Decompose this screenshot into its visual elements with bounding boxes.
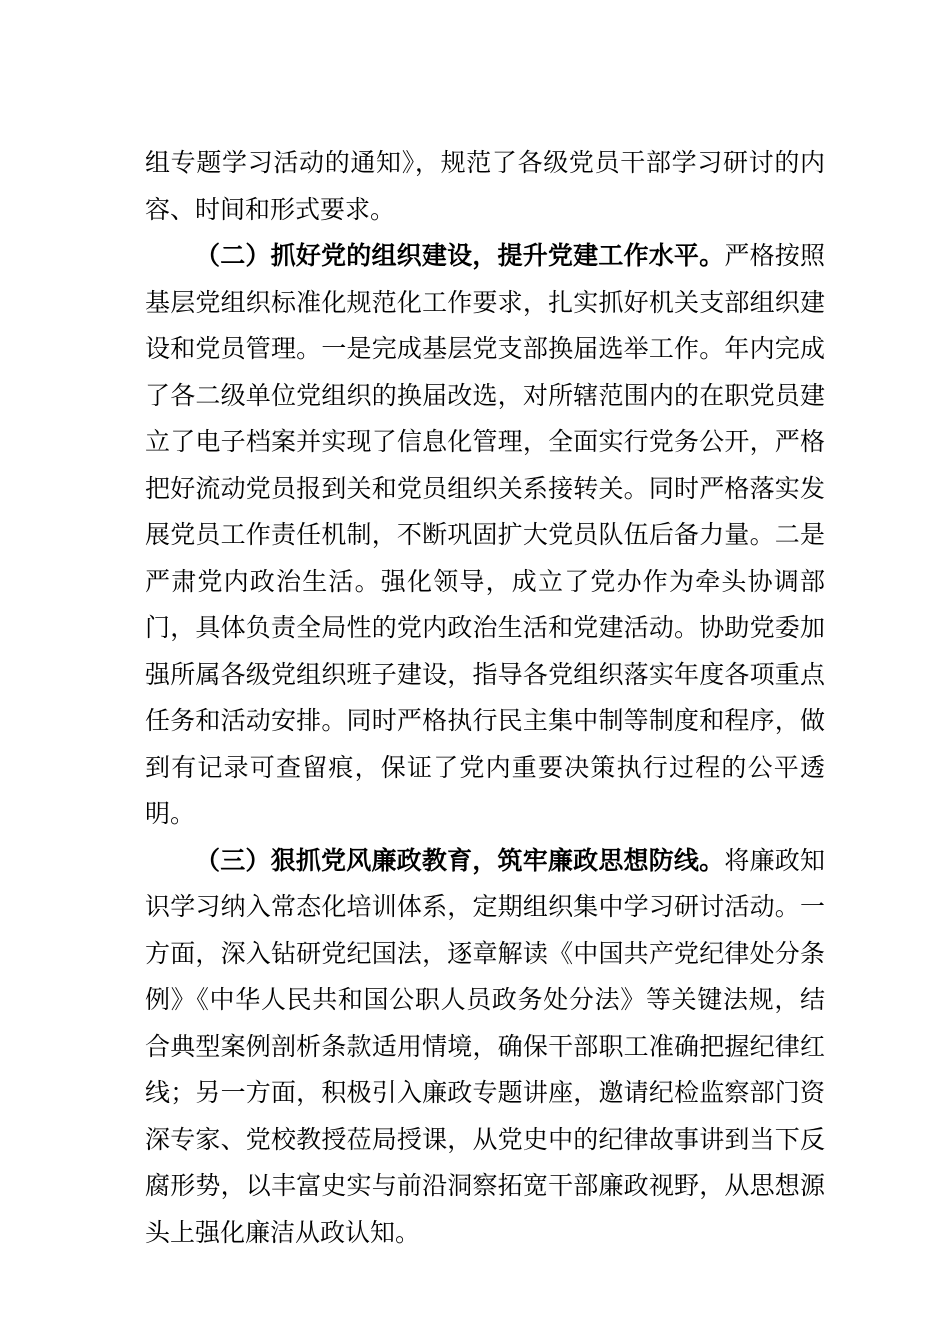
section-2-heading: （二）抓好党的组织建设，提升党建工作水平。: [195, 241, 725, 270]
paragraph-section-2: [145, 233, 825, 838]
paragraph-section-3: [145, 838, 825, 1257]
section-3-heading: （三）狠抓党风廉政教育，筑牢廉政思想防线。: [195, 845, 725, 875]
paragraph-1-body: 组专题学习活动的通知》，规范了各级党员干部学习研讨的内容、时间和形式要求。: [145, 148, 825, 224]
document-body: [145, 140, 825, 1256]
section-2-body: 严格按照基层党组织标准化规范化工作要求，扎实抓好机关支部组织建设和党员管理。一是完成基层党支部换届选举工作。年内完成了各二级单位党组织的换届改选，对所辖范围内的在职党员建立了电子档案并实现了信息化管理，全面实行党务公开，严格把好流动党员报到关和党员组织关系接转关。同时严格落实发展党员工作责任机制，不断巩固扩大党员队伍后备力量。二是严肃党内政治生活。强化领导，成立了党办作为牵头协调部门，具体负责全局性的党内政治生活和党建活动。协助党委加强所属各级党组织班子建设，指导各党组织落实年度各项重点任务和活动安排。同时严格执行民主集中制等制度和程序，做到有记录可查留痕，保证了党内重要决策执行过程的公平透明。: [145, 241, 825, 828]
paragraph-continuation: [145, 140, 825, 233]
section-3-body: 将廉政知识学习纳入常态化培训体系，定期组织集中学习研讨活动。一方面，深入钻研党纪国法，逐章解读《中国共产党纪律处分条例》《中华人民共和国公职人员政务处分法》等关键法规，结合典型案例剖析条款适用情境，确保干部职工准确把握纪律红线；另一方面，积极引入廉政专题讲座，邀请纪检监察部门资深专家、党校教授莅局授课，从党史中的纪律故事讲到当下反腐形势，以丰富史实与前沿洞察拓宽干部廉政视野，从思想源头上强化廉洁从政认知。: [145, 845, 825, 1247]
